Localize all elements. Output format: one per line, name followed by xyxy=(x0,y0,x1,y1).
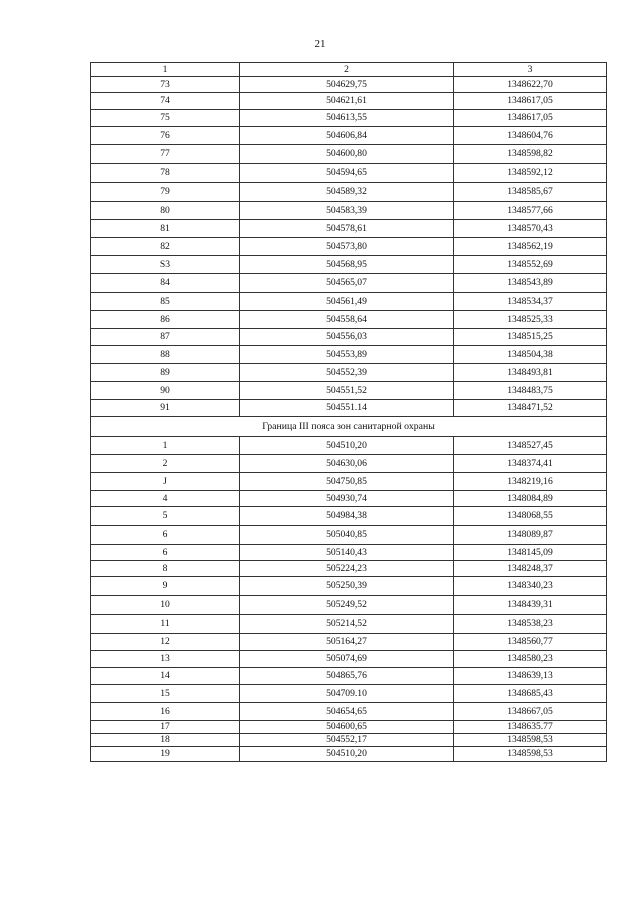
y-coordinate-cell: 1348504,38 xyxy=(454,346,607,364)
point-number-cell: 81 xyxy=(91,220,240,238)
y-coordinate-cell: 1348570,43 xyxy=(454,220,607,238)
section-title-row xyxy=(91,417,607,437)
y-coordinate-cell: 1348145,09 xyxy=(454,545,607,561)
x-coordinate-cell: 504984,38 xyxy=(240,507,454,526)
y-coordinate-cell: 1348538,23 xyxy=(454,615,607,634)
page-number: 21 xyxy=(314,38,326,50)
x-coordinate-cell: 504578,61 xyxy=(240,220,454,238)
table-row xyxy=(91,634,607,651)
point-number-cell: 12 xyxy=(91,634,240,651)
table-row xyxy=(91,721,607,734)
table-header-row xyxy=(91,63,607,77)
point-number-cell: 9 xyxy=(91,577,240,596)
point-number-cell: 74 xyxy=(91,93,240,110)
y-coordinate-cell: 1348622,70 xyxy=(454,77,607,93)
point-number-cell: 73 xyxy=(91,77,240,93)
x-coordinate-cell: 504606,84 xyxy=(240,127,454,145)
section-title: Граница III пояса зон санитарной охраны xyxy=(91,417,607,437)
y-coordinate-cell: 1348560,77 xyxy=(454,634,607,651)
point-number-cell: 1 xyxy=(91,437,240,455)
table-row xyxy=(91,668,607,685)
point-number-cell: 6 xyxy=(91,545,240,561)
y-coordinate-cell: 1348084,89 xyxy=(454,491,607,507)
y-coordinate-cell: 1348667,05 xyxy=(454,703,607,721)
point-number-cell: 82 xyxy=(91,238,240,256)
point-number-cell: 87 xyxy=(91,329,240,346)
x-coordinate-cell: 505214,52 xyxy=(240,615,454,634)
y-coordinate-cell: 1348525,33 xyxy=(454,311,607,329)
table-row xyxy=(91,77,607,93)
y-coordinate-cell: 1348340,23 xyxy=(454,577,607,596)
point-number-cell: 14 xyxy=(91,668,240,685)
point-number-cell: S3 xyxy=(91,256,240,274)
point-number-cell: 84 xyxy=(91,274,240,293)
table-row xyxy=(91,164,607,183)
x-coordinate-cell: 505250,39 xyxy=(240,577,454,596)
table-row xyxy=(91,437,607,455)
point-number-cell: 75 xyxy=(91,110,240,127)
y-coordinate-cell: 1348639,13 xyxy=(454,668,607,685)
table-row xyxy=(91,615,607,634)
point-number-cell: 11 xyxy=(91,615,240,634)
table-row xyxy=(91,202,607,220)
point-number-cell: J xyxy=(91,473,240,491)
point-number-cell: 10 xyxy=(91,596,240,615)
y-coordinate-cell: 1348598,53 xyxy=(454,734,607,747)
column-header: 2 xyxy=(240,63,454,77)
point-number-cell: 2 xyxy=(91,455,240,473)
table-row xyxy=(91,382,607,400)
point-number-cell: 88 xyxy=(91,346,240,364)
y-coordinate-cell: 1348577,66 xyxy=(454,202,607,220)
point-number-cell: 85 xyxy=(91,293,240,311)
y-coordinate-cell: 1348617,05 xyxy=(454,93,607,110)
y-coordinate-cell: 1348604,76 xyxy=(454,127,607,145)
y-coordinate-cell: 1348089,87 xyxy=(454,526,607,545)
table-row xyxy=(91,507,607,526)
x-coordinate-cell: 504510,20 xyxy=(240,747,454,762)
x-coordinate-cell: 504552,39 xyxy=(240,364,454,382)
x-coordinate-cell: 504621,61 xyxy=(240,93,454,110)
point-number-cell: 86 xyxy=(91,311,240,329)
x-coordinate-cell: 504600,65 xyxy=(240,721,454,734)
x-coordinate-cell: 504865,76 xyxy=(240,668,454,685)
point-number-cell: 8 xyxy=(91,561,240,577)
y-coordinate-cell: 1348562,19 xyxy=(454,238,607,256)
x-coordinate-cell: 504552,17 xyxy=(240,734,454,747)
point-number-cell: 16 xyxy=(91,703,240,721)
x-coordinate-cell: 504629,75 xyxy=(240,77,454,93)
table-row xyxy=(91,274,607,293)
point-number-cell: 78 xyxy=(91,164,240,183)
x-coordinate-cell: 505224,23 xyxy=(240,561,454,577)
point-number-cell: 15 xyxy=(91,685,240,703)
point-number-cell: 5 xyxy=(91,507,240,526)
x-coordinate-cell: 505040,85 xyxy=(240,526,454,545)
y-coordinate-cell: 1348515,25 xyxy=(454,329,607,346)
point-number-cell: 13 xyxy=(91,651,240,668)
table-row xyxy=(91,526,607,545)
x-coordinate-cell: 505074,69 xyxy=(240,651,454,668)
table-row xyxy=(91,651,607,668)
y-coordinate-cell: 1348483,75 xyxy=(454,382,607,400)
y-coordinate-cell: 1348543,89 xyxy=(454,274,607,293)
table-row xyxy=(91,110,607,127)
table-row xyxy=(91,561,607,577)
x-coordinate-cell: 504568,95 xyxy=(240,256,454,274)
table-row xyxy=(91,256,607,274)
y-coordinate-cell: 1348580,23 xyxy=(454,651,607,668)
x-coordinate-cell: 504709.10 xyxy=(240,685,454,703)
y-coordinate-cell: 1348534,37 xyxy=(454,293,607,311)
point-number-cell: 76 xyxy=(91,127,240,145)
coordinates-table xyxy=(90,62,607,762)
table-row xyxy=(91,238,607,256)
table-row xyxy=(91,703,607,721)
table-row xyxy=(91,329,607,346)
x-coordinate-cell: 504654,65 xyxy=(240,703,454,721)
y-coordinate-cell: 1348617,05 xyxy=(454,110,607,127)
table-row xyxy=(91,596,607,615)
point-number-cell: 79 xyxy=(91,183,240,202)
table-row xyxy=(91,747,607,762)
x-coordinate-cell: 504589,32 xyxy=(240,183,454,202)
x-coordinate-cell: 504630,06 xyxy=(240,455,454,473)
y-coordinate-cell: 1348471,52 xyxy=(454,400,607,417)
x-coordinate-cell: 505249,52 xyxy=(240,596,454,615)
point-number-cell: 18 xyxy=(91,734,240,747)
x-coordinate-cell: 504510,20 xyxy=(240,437,454,455)
column-header: 3 xyxy=(454,63,607,77)
y-coordinate-cell: 1348585,67 xyxy=(454,183,607,202)
x-coordinate-cell: 505140,43 xyxy=(240,545,454,561)
point-number-cell: 80 xyxy=(91,202,240,220)
table-row xyxy=(91,127,607,145)
x-coordinate-cell: 505164,27 xyxy=(240,634,454,651)
x-coordinate-cell: 504556,03 xyxy=(240,329,454,346)
point-number-cell: 17 xyxy=(91,721,240,734)
point-number-cell: 77 xyxy=(91,145,240,164)
y-coordinate-cell: 1348552,69 xyxy=(454,256,607,274)
point-number-cell: 4 xyxy=(91,491,240,507)
x-coordinate-cell: 504551,52 xyxy=(240,382,454,400)
table-row xyxy=(91,364,607,382)
y-coordinate-cell: 1348219,16 xyxy=(454,473,607,491)
point-number-cell: 90 xyxy=(91,382,240,400)
table-row xyxy=(91,545,607,561)
point-number-cell: 6 xyxy=(91,526,240,545)
x-coordinate-cell: 504561,49 xyxy=(240,293,454,311)
table-row xyxy=(91,473,607,491)
y-coordinate-cell: 1348493,81 xyxy=(454,364,607,382)
table-row xyxy=(91,734,607,747)
y-coordinate-cell: 1348248,37 xyxy=(454,561,607,577)
table-row xyxy=(91,145,607,164)
table-row xyxy=(91,577,607,596)
x-coordinate-cell: 504600,80 xyxy=(240,145,454,164)
y-coordinate-cell: 1348068,55 xyxy=(454,507,607,526)
y-coordinate-cell: 1348592,12 xyxy=(454,164,607,183)
x-coordinate-cell: 504551.14 xyxy=(240,400,454,417)
point-number-cell: 89 xyxy=(91,364,240,382)
table-row xyxy=(91,346,607,364)
table-row xyxy=(91,685,607,703)
point-number-cell: 91 xyxy=(91,400,240,417)
table-row xyxy=(91,293,607,311)
column-header: 1 xyxy=(91,63,240,77)
y-coordinate-cell: 1348527,45 xyxy=(454,437,607,455)
table-row xyxy=(91,455,607,473)
x-coordinate-cell: 504553,89 xyxy=(240,346,454,364)
x-coordinate-cell: 504930,74 xyxy=(240,491,454,507)
y-coordinate-cell: 1348598,53 xyxy=(454,747,607,762)
x-coordinate-cell: 504750,85 xyxy=(240,473,454,491)
point-number-cell: 19 xyxy=(91,747,240,762)
x-coordinate-cell: 504594,65 xyxy=(240,164,454,183)
y-coordinate-cell: 1348635.77 xyxy=(454,721,607,734)
table-row xyxy=(91,183,607,202)
table-row xyxy=(91,491,607,507)
x-coordinate-cell: 504583,39 xyxy=(240,202,454,220)
y-coordinate-cell: 1348439,31 xyxy=(454,596,607,615)
x-coordinate-cell: 504565,07 xyxy=(240,274,454,293)
table-row xyxy=(91,400,607,417)
x-coordinate-cell: 504573,80 xyxy=(240,238,454,256)
y-coordinate-cell: 1348598,82 xyxy=(454,145,607,164)
x-coordinate-cell: 504613,55 xyxy=(240,110,454,127)
table-row xyxy=(91,93,607,110)
y-coordinate-cell: 1348374,41 xyxy=(454,455,607,473)
table-row xyxy=(91,220,607,238)
table-row xyxy=(91,311,607,329)
x-coordinate-cell: 504558,64 xyxy=(240,311,454,329)
y-coordinate-cell: 1348685,43 xyxy=(454,685,607,703)
